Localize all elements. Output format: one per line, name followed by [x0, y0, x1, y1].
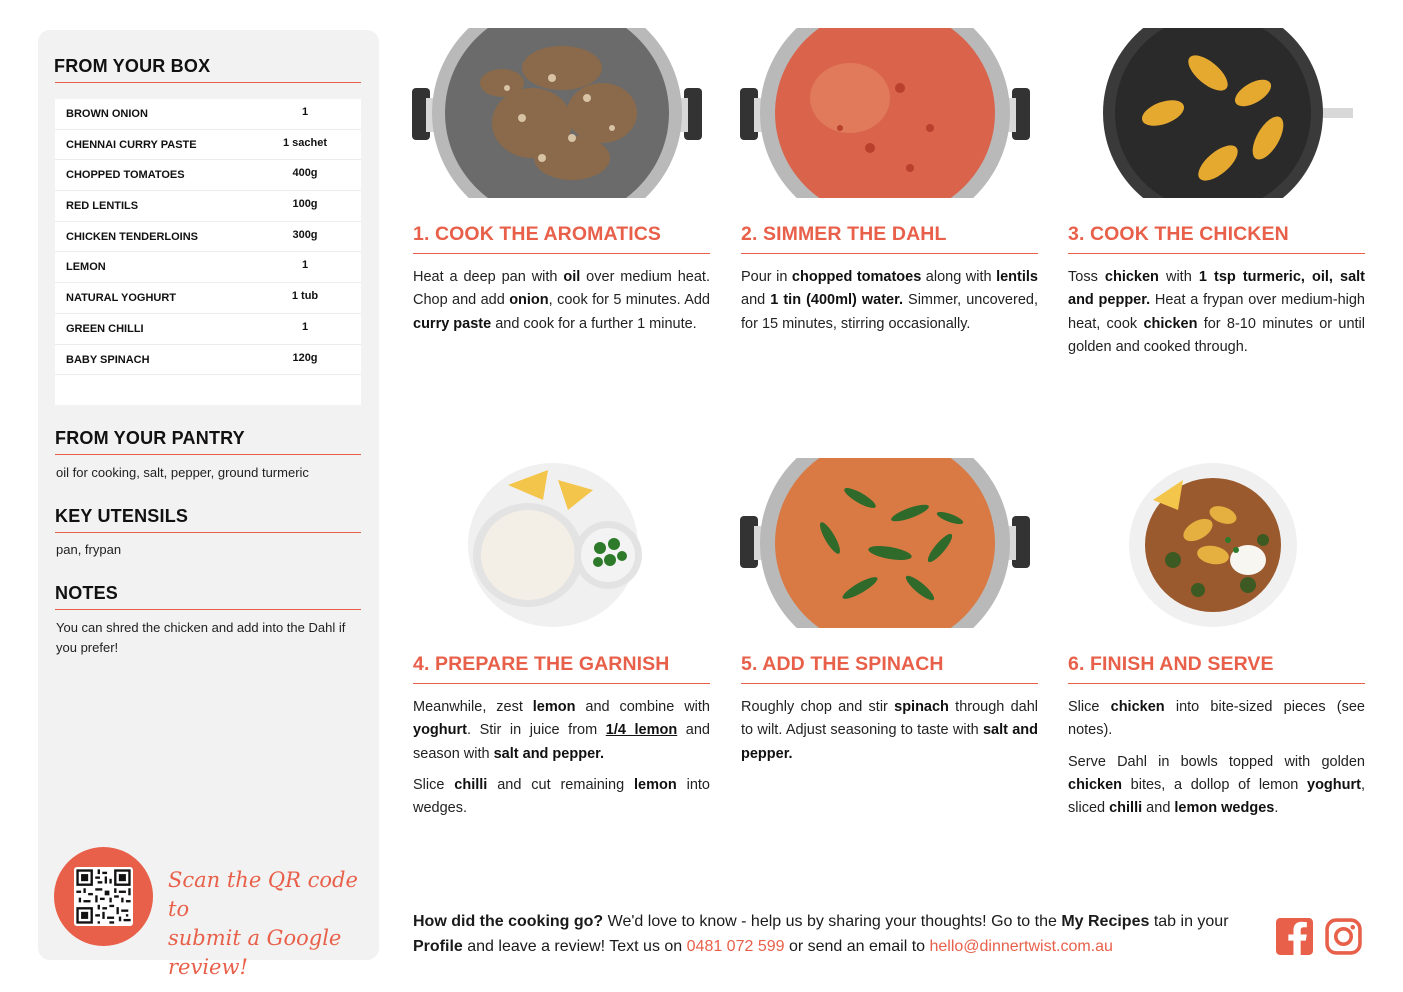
instruction-paragraph	[1068, 751, 1365, 821]
instruction-emphasis: spinach	[894, 699, 949, 715]
section-divider	[55, 532, 361, 533]
footer-text: and leave a review! Text us on	[462, 938, 687, 955]
instruction-text: Serve Dahl in bowls topped with golden	[1068, 753, 1365, 770]
footer-text: or send an email to	[784, 938, 930, 955]
step-5-instructions	[741, 696, 1038, 774]
ingredient-name: BABY SPINACH	[66, 353, 150, 366]
footer-question: How did the cooking go?	[413, 913, 604, 930]
instruction-text: for 8-10 minutes or until golden and cooked through.	[1068, 315, 1366, 355]
instruction-text: with	[1158, 269, 1199, 285]
instruction-emphasis: onion	[509, 292, 549, 309]
qr-cta-line-2: submit a Google review!	[168, 926, 342, 979]
instruction-text: and	[741, 292, 771, 309]
instruction-text: Toss	[1068, 269, 1105, 285]
instruction-text: Meanwhile, zest	[413, 699, 533, 715]
instruction-emphasis: curry paste	[413, 315, 492, 332]
ingredient-name: CHENNAI CURRY PASTE	[66, 138, 197, 151]
ingredient-name: NATURAL YOGHURT	[66, 292, 176, 305]
step-divider	[413, 683, 710, 684]
pantry-text: oil for cooking, salt, pepper, ground turmeric	[56, 465, 309, 480]
qr-cta-line-1: Scan the QR code to	[168, 868, 358, 921]
instruction-emphasis: 1/4 lemon	[605, 722, 678, 739]
instruction-text: over medium heat. Chop and add	[413, 269, 710, 309]
notes-title: NOTES	[55, 583, 119, 603]
step-4-photo	[468, 460, 648, 630]
qr-badge[interactable]	[54, 847, 153, 946]
step-5-title: 5. ADD THE SPINACH	[741, 653, 944, 675]
instruction-paragraph	[1068, 696, 1365, 743]
ingredient-row	[55, 160, 361, 191]
instagram-icon[interactable]	[1325, 918, 1362, 955]
instruction-text: and	[1142, 800, 1175, 817]
notes-text: You can shred the chicken and add into the Dahl if you prefer!	[56, 620, 346, 655]
ingredient-quantity: 1 tub	[291, 290, 319, 303]
step-3-title: 3. COOK THE CHICKEN	[1068, 223, 1289, 245]
ingredient-name: CHICKEN TENDERLOINS	[66, 230, 199, 243]
step-3-photo	[1068, 28, 1358, 198]
instruction-emphasis: chicken	[1110, 699, 1165, 715]
instruction-emphasis: lemon wedges	[1174, 800, 1275, 817]
instruction-emphasis: chilli	[1109, 800, 1143, 817]
instruction-emphasis: salt and pepper.	[741, 722, 1038, 762]
instruction-text: Slice	[413, 776, 455, 793]
instruction-text: into bite-sized pieces (see notes).	[1068, 699, 1365, 739]
step-4-instructions	[413, 696, 710, 828]
qr-call-to-action	[168, 866, 368, 982]
footer-text: tab in your	[1149, 913, 1229, 930]
ingredient-name: RED LENTILS	[66, 200, 139, 213]
footer-profile: Profile	[413, 938, 463, 955]
step-1-instructions	[413, 266, 710, 344]
instruction-text: bites, a dollop of lemon	[1122, 776, 1307, 793]
section-divider	[55, 82, 361, 83]
instruction-text: and combine with	[575, 699, 710, 715]
footer-my-recipes: My Recipes	[1061, 913, 1150, 930]
ingredient-row	[55, 314, 361, 345]
instruction-paragraph	[413, 774, 710, 821]
from-your-pantry-title: FROM YOUR PANTRY	[55, 428, 245, 448]
ingredient-row	[55, 99, 361, 130]
instruction-text: along with	[921, 269, 997, 285]
instruction-emphasis: lemon	[532, 699, 576, 715]
utensils-text: pan, frypan	[56, 542, 122, 557]
step-3-instructions	[1068, 266, 1365, 367]
instruction-text: Pour in	[741, 269, 792, 285]
instruction-text: and cut remaining	[487, 776, 635, 793]
step-divider	[413, 253, 710, 254]
instruction-paragraph	[741, 696, 1038, 766]
ingredient-row	[55, 345, 361, 376]
ingredient-quantity: 1	[301, 106, 309, 118]
instruction-emphasis: chilli	[454, 776, 488, 793]
instruction-paragraph	[741, 266, 1038, 336]
step-4-title: 4. PREPARE THE GARNISH	[413, 653, 670, 675]
step-divider	[1068, 683, 1365, 684]
instruction-emphasis: yoghurt	[413, 722, 467, 739]
instruction-emphasis	[606, 722, 677, 738]
step-2-photo	[740, 28, 1030, 198]
instruction-paragraph	[1068, 266, 1365, 359]
step-1-photo	[412, 28, 702, 198]
instruction-text: into wedges.	[413, 776, 710, 817]
instruction-text: , sliced	[1068, 776, 1365, 817]
ingredient-quantity: 1 sachet	[282, 136, 328, 149]
qr-code-icon[interactable]	[74, 867, 133, 926]
instruction-text: Roughly chop and stir	[741, 699, 895, 715]
instruction-text: Heat a frypan over medium-high heat, cook	[1068, 292, 1365, 332]
ingredient-quantity: 400g	[292, 167, 318, 180]
step-divider	[741, 683, 1038, 684]
instruction-text: through dahl to wilt. Adjust seasoning to taste with	[741, 699, 1038, 739]
step-2-instructions	[741, 266, 1038, 344]
instruction-emphasis: yoghurt	[1307, 776, 1361, 793]
ingredient-row	[55, 130, 361, 161]
footer-review-text	[413, 909, 1263, 959]
ingredient-row	[55, 252, 361, 283]
ingredients-table	[55, 99, 361, 405]
section-divider	[55, 609, 361, 610]
instruction-text: , cook for 5 minutes. Add	[548, 292, 710, 309]
step-divider	[1068, 253, 1365, 254]
step-divider	[741, 253, 1038, 254]
step-2-title: 2. SIMMER THE DAHL	[741, 223, 947, 245]
instruction-text: .	[1274, 800, 1279, 817]
ingredient-quantity: 300g	[292, 228, 318, 241]
instruction-emphasis: chicken	[1104, 269, 1159, 285]
ingredient-row	[55, 222, 361, 253]
ingredient-quantity: 120g	[292, 351, 318, 364]
instruction-emphasis: chicken	[1068, 776, 1122, 793]
instruction-emphasis: lentils	[996, 269, 1038, 285]
instruction-text: Slice	[1068, 699, 1111, 715]
step-5-photo	[740, 458, 1030, 628]
footer-text: We'd love to know - help us by sharing your thoughts! Go to the	[603, 913, 1062, 930]
instruction-paragraph	[413, 696, 710, 766]
key-utensils-title: KEY UTENSILS	[55, 506, 189, 526]
step-6-instructions	[1068, 696, 1365, 828]
ingredient-quantity: 100g	[292, 198, 318, 211]
step-1-title: 1. COOK THE AROMATICS	[413, 223, 662, 245]
instruction-text: Simmer, uncovered, for 15 minutes, stirring occasionally.	[741, 292, 1038, 332]
ingredient-name: GREEN CHILLI	[66, 322, 144, 335]
ingredient-name: LEMON	[66, 261, 106, 274]
instruction-emphasis: 1 tsp turmeric, oil, salt and pepper.	[1068, 269, 1366, 309]
instruction-text: and cook for a further 1 minute.	[491, 315, 697, 332]
ingredient-quantity: 1	[301, 259, 309, 272]
instruction-paragraph	[413, 266, 710, 336]
step-6-photo	[1128, 460, 1298, 630]
instruction-text: . Stir in juice from	[466, 722, 606, 739]
sidebar	[38, 30, 379, 979]
footer-phone-link[interactable]: 0481 072 599	[686, 938, 785, 955]
instruction-emphasis: chicken	[1143, 315, 1198, 332]
facebook-icon[interactable]	[1276, 918, 1313, 955]
instruction-emphasis: salt and pepper.	[493, 745, 605, 762]
footer-email-link[interactable]: hello@dinnertwist.com.au	[929, 938, 1113, 955]
instruction-emphasis: chopped tomatoes	[791, 269, 922, 285]
ingredient-name: BROWN ONION	[66, 108, 148, 120]
instruction-emphasis: lemon	[634, 776, 677, 793]
ingredient-row	[55, 191, 361, 222]
from-your-box-title: FROM YOUR BOX	[54, 56, 211, 76]
ingredient-row	[55, 283, 361, 314]
instruction-emphasis: oil	[563, 269, 581, 285]
section-divider	[55, 454, 361, 455]
ingredient-name: CHOPPED TOMATOES	[66, 169, 185, 182]
instruction-emphasis: 1 tin (400ml) water.	[770, 292, 903, 309]
instruction-text: and season with	[413, 722, 710, 762]
instruction-text: Heat a deep pan with	[413, 269, 564, 285]
ingredient-quantity: 1	[301, 320, 309, 333]
step-6-title: 6. FINISH AND SERVE	[1068, 653, 1274, 675]
